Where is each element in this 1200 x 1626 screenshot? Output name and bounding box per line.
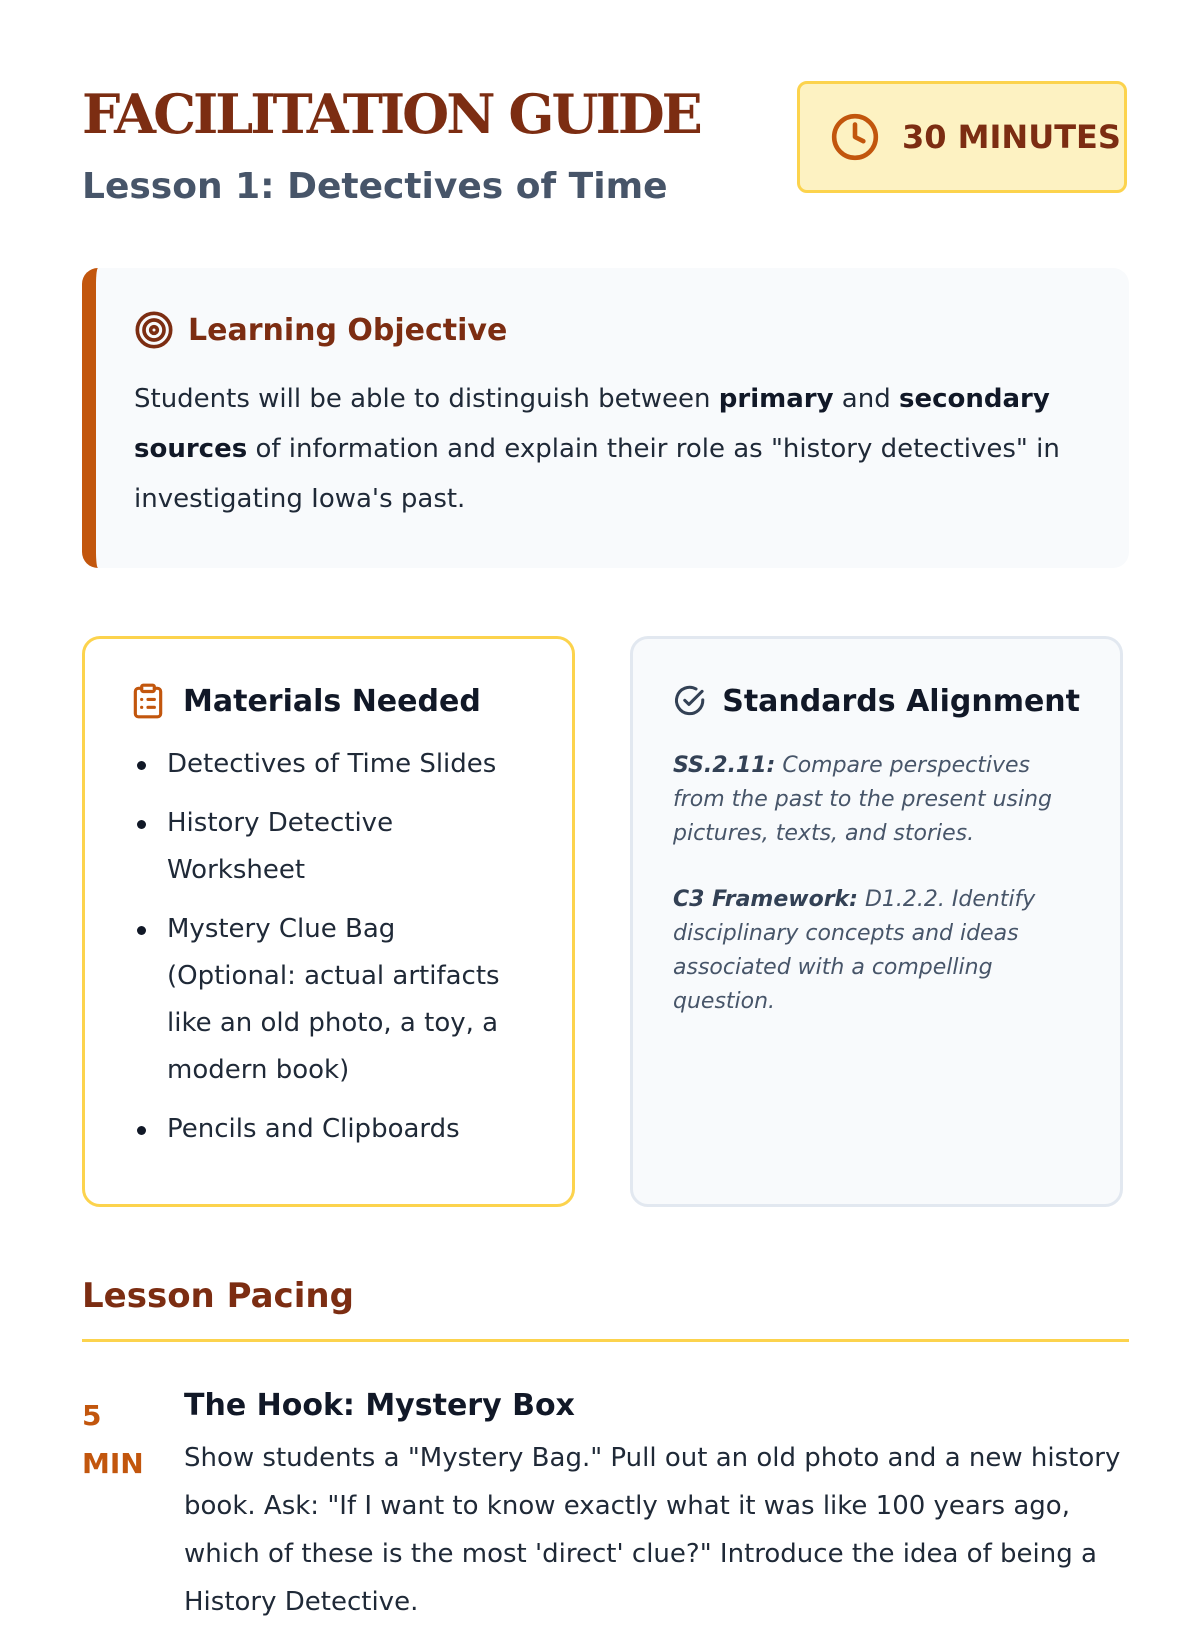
section-divider xyxy=(82,1339,1129,1342)
standard-text: Compare perspectives from the past to the present using pictures, texts, and stories. xyxy=(673,753,1053,846)
objective-text-part: of information and explain their role as "history detectives" in investigating Iowa's past. xyxy=(134,434,1060,514)
standards-card xyxy=(630,636,1123,1207)
standard-code: SS.2.11: xyxy=(673,753,776,778)
bullet-dot xyxy=(137,761,146,770)
target-icon xyxy=(134,310,174,350)
list-item xyxy=(129,906,532,1094)
material-label: History Detective Worksheet xyxy=(167,808,394,885)
standard-entry xyxy=(673,883,1080,1019)
pacing-section-title: Lesson Pacing xyxy=(82,1276,354,1316)
materials-list xyxy=(129,741,532,1153)
material-label: Detectives of Time Slides xyxy=(167,749,497,779)
lesson-subtitle: Lesson 1: Detectives of Time xyxy=(82,166,668,207)
standard-entry xyxy=(673,749,1080,851)
materials-card xyxy=(82,636,575,1207)
objective-text-part: Students will be able to distinguish between xyxy=(134,384,719,414)
list-item xyxy=(129,1106,532,1153)
step-duration: 5 MIN xyxy=(82,1399,144,1480)
step-description: Show students a "Mystery Bag." Pull out an old photo and a new history book. Ask: "If I want to know exactly what it was like 100 years ago, which of these is the most 'direct' clue?" Introduce the idea of being a History Detective. xyxy=(184,1443,1121,1617)
learning-objective-panel xyxy=(82,268,1129,568)
list-item xyxy=(129,800,532,894)
clipboard-icon xyxy=(129,682,167,720)
materials-title: Materials Needed xyxy=(183,683,481,719)
objective-term-primary: primary xyxy=(718,384,834,414)
standard-text: D1.2.2. Identify disciplinary concepts and ideas associated with a compelling question. xyxy=(673,887,1036,1014)
standard-code: C3 Framework: xyxy=(673,887,858,912)
materials-header xyxy=(129,679,532,723)
step-body xyxy=(184,1384,1129,1626)
bullet-dot xyxy=(137,820,146,829)
learning-objective-title: Learning Objective xyxy=(188,312,508,348)
duration-label: 30 MINUTES xyxy=(902,118,1121,156)
learning-objective-header xyxy=(134,310,1089,350)
check-circle-icon xyxy=(673,682,706,720)
objective-term-secondary: secondary sources xyxy=(134,384,1050,464)
bullet-dot xyxy=(137,926,146,935)
pacing-step xyxy=(82,1384,1129,1626)
step-heading: The Hook: Mystery Box xyxy=(184,1388,575,1423)
list-item xyxy=(129,741,532,788)
objective-text-part: and xyxy=(833,384,899,414)
page-title: FACILITATION GUIDE xyxy=(82,82,700,146)
learning-objective-text xyxy=(134,374,1089,524)
material-label: Mystery Clue Bag (Optional: actual artifacts like an old photo, a toy, a modern book) xyxy=(167,914,500,1085)
clock-icon xyxy=(830,112,880,162)
standards-title: Standards Alignment xyxy=(722,683,1080,719)
bullet-dot xyxy=(137,1126,146,1135)
standards-header xyxy=(673,679,1080,723)
material-label: Pencils and Clipboards xyxy=(167,1114,460,1144)
duration-badge xyxy=(797,81,1127,193)
